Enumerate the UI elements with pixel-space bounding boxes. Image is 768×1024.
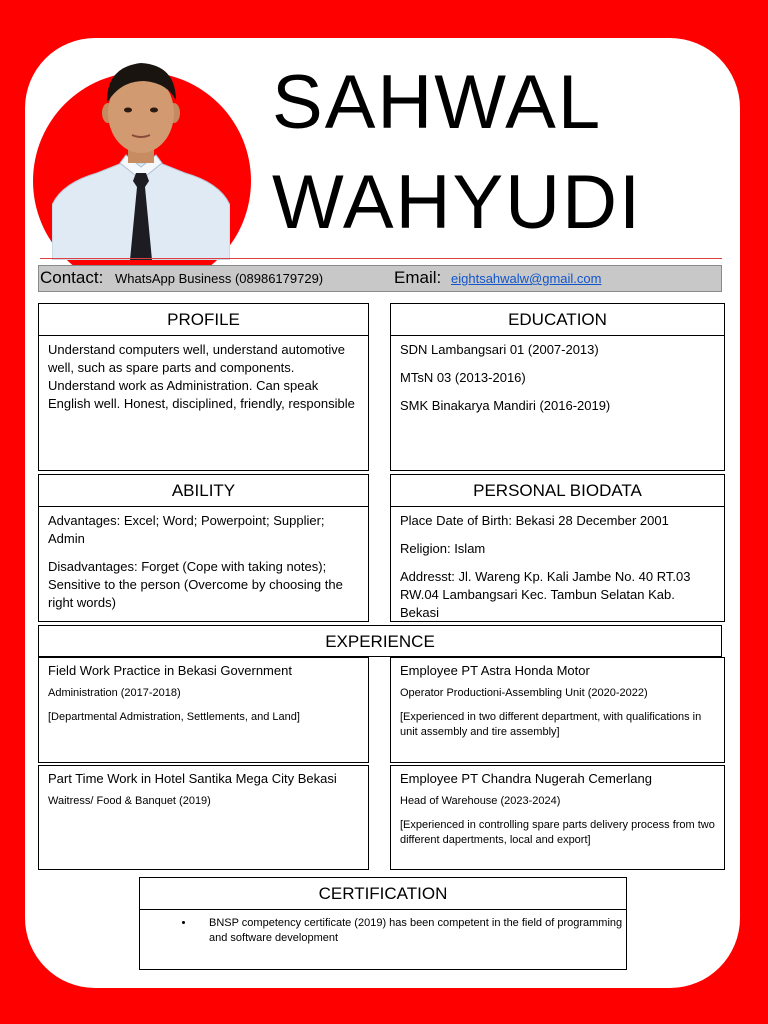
experience-item bbox=[390, 765, 725, 870]
ability-title: ABILITY bbox=[39, 475, 368, 507]
email-link[interactable]: eightsahwalw@gmail.com bbox=[451, 271, 602, 286]
profile-text: Understand computers well, understand automotive well, such as spare parts and components. Understand work as Administration. Can speak English well. Honest, disciplined, friendly, responsible bbox=[48, 342, 355, 411]
education-title: EDUCATION bbox=[391, 304, 724, 336]
biodata-birth: Place Date of Birth: Bekasi 28 December 2001 bbox=[400, 513, 669, 528]
profile-section bbox=[38, 303, 369, 471]
experience-item-role: Operator Productioni-Assembling Unit (2020-2022) bbox=[400, 687, 648, 699]
certification-item: • BNSP competency certificate (2019) has been competent in the field of programming and software development bbox=[195, 916, 626, 946]
experience-item bbox=[38, 657, 369, 763]
profile-title: PROFILE bbox=[39, 304, 368, 336]
experience-item-role: Head of Warehouse (2023-2024) bbox=[400, 795, 561, 807]
biodata-address: Addresst: Jl. Wareng Kp. Kali Jambe No. 40 RT.03 RW.04 Lambangsari Kec. Tambun Selatan Kab. Bekasi bbox=[400, 569, 691, 620]
experience-item-role: Administration (2017-2018) bbox=[48, 687, 181, 699]
education-section bbox=[390, 303, 725, 471]
experience-item bbox=[390, 657, 725, 763]
name-divider bbox=[40, 258, 722, 259]
email-label: Email: bbox=[394, 268, 442, 287]
education-item: MTsN 03 (2013-2016) bbox=[400, 370, 526, 385]
biodata-religion: Religion: Islam bbox=[400, 541, 486, 556]
name-last: WAHYUDI bbox=[272, 160, 643, 245]
contact-label: Contact: bbox=[40, 268, 104, 287]
experience-item-title: Field Work Practice in Bekasi Government bbox=[48, 663, 292, 678]
experience-item-detail: [Experienced in controlling spare parts delivery process from two different dapertments, local and export] bbox=[400, 819, 715, 846]
ability-advantages: Advantages: Excel; Word; Powerpoint; Supplier; Admin bbox=[48, 513, 325, 546]
biodata-section bbox=[390, 474, 725, 622]
experience-item bbox=[38, 765, 369, 870]
biodata-title: PERSONAL BIODATA bbox=[391, 475, 724, 507]
ability-section bbox=[38, 474, 369, 622]
ability-disadvantages: Disadvantages: Forget (Cope with taking notes); Sensitive to the person (Overcome by choosing the right words) bbox=[48, 559, 343, 610]
experience-item-title: Employee PT Astra Honda Motor bbox=[400, 663, 590, 678]
contact-value: WhatsApp Business (08986179729) bbox=[115, 271, 324, 286]
profile-photo bbox=[52, 55, 230, 260]
certification-title: CERTIFICATION bbox=[140, 878, 626, 910]
experience-item-detail: [Departmental Admistration, Settlements, and Land] bbox=[48, 711, 300, 723]
experience-item-title: Employee PT Chandra Nugerah Cemerlang bbox=[400, 771, 652, 786]
certification-list bbox=[140, 916, 626, 946]
experience-item-detail: [Experienced in two different department, with qualifications in unit assembly and tire assembly] bbox=[400, 711, 702, 738]
name-first: SAHWAL bbox=[272, 60, 603, 145]
education-item: SDN Lambangsari 01 (2007-2013) bbox=[400, 342, 599, 357]
contact-bar bbox=[38, 265, 722, 292]
education-item: SMK Binakarya Mandiri (2016-2019) bbox=[400, 398, 611, 413]
experience-item-role: Waitress/ Food & Banquet (2019) bbox=[48, 795, 211, 807]
experience-item-title: Part Time Work in Hotel Santika Mega City Bekasi bbox=[48, 771, 337, 786]
experience-title: EXPERIENCE bbox=[38, 625, 722, 657]
certification-section bbox=[139, 877, 627, 970]
